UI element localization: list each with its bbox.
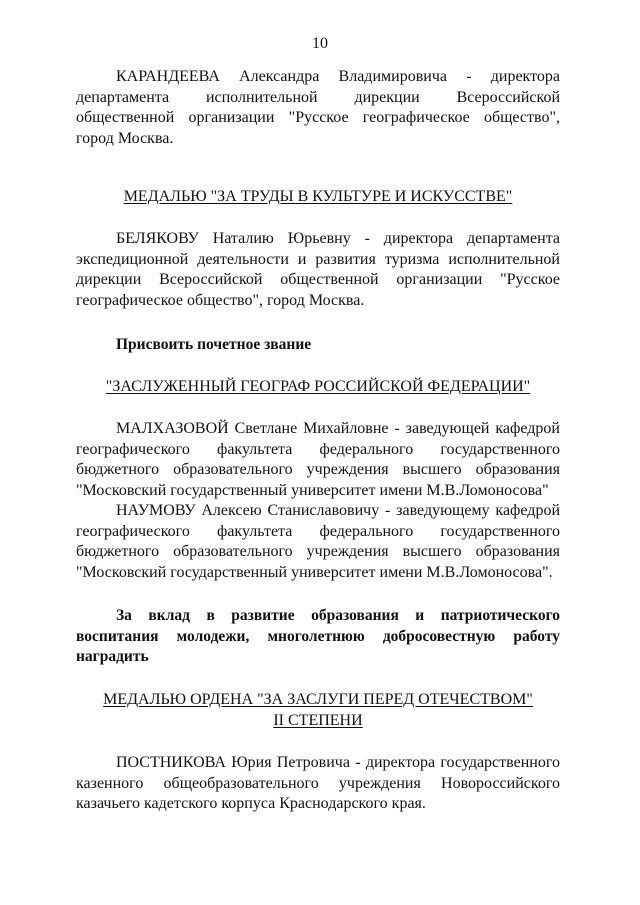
award-reason-text: За вклад в развитие образования и патриотического воспитания молодежи, многолетнюю добросовестную работу наградить	[76, 607, 560, 665]
award-paragraph-belyakova: БЕЛЯКОВУ Наталию Юрьевну - директора департамента экспедиционной деятельности и развития туризма исполнительной дирекции Всероссийской общественной организации "Русское географическое общество", город Москва.	[76, 230, 560, 309]
page-number: 10	[312, 35, 328, 52]
heading-honored-geographer: "ЗАСЛУЖЕННЫЙ ГЕОГРАФ РОССИЙСКОЙ ФЕДЕРАЦИИ"	[105, 378, 531, 395]
award-paragraph-naumov: НАУМОВУ Алексею Станиславовичу - заведующему кафедрой географического факультета федерального государственного бюджетного образовательного учреждения высшего образования "Московский государственный университет имени М.В.Ломоносова".	[76, 502, 560, 581]
heading-medal-order-line1: МЕДАЛЬЮ ОРДЕНА "ЗА ЗАСЛУГИ ПЕРЕД ОТЕЧЕСТВОМ"	[103, 691, 533, 708]
award-paragraph-postnikov: ПОСТНИКОВА Юрия Петровича - директора государственного казенного общеобразовательного учреждения Новороссийского казачьего кадетского корпуса Краснодарского края.	[76, 754, 560, 812]
award-paragraph-malkhazova: МАЛХАЗОВОЙ Светлане Михайловне - заведующей кафедрой географического факультета федерального государственного бюджетного образовательного учреждения высшего образования "Московский государственный университет имени М.В.Ломоносова"	[76, 420, 560, 499]
assign-title-lead: Присвоить почетное звание	[116, 336, 312, 353]
heading-medal-order-line2: II СТЕПЕНИ	[273, 712, 363, 729]
award-paragraph-karandeeva: КАРАНДЕЕВА Александра Владимировича - директора департамента исполнительной дирекции Всероссийской общественной организации "Русское географическое общество", город Москва.	[76, 68, 560, 147]
heading-medal-culture: МЕДАЛЬЮ "ЗА ТРУДЫ В КУЛЬТУРЕ И ИСКУССТВЕ"	[123, 188, 513, 205]
